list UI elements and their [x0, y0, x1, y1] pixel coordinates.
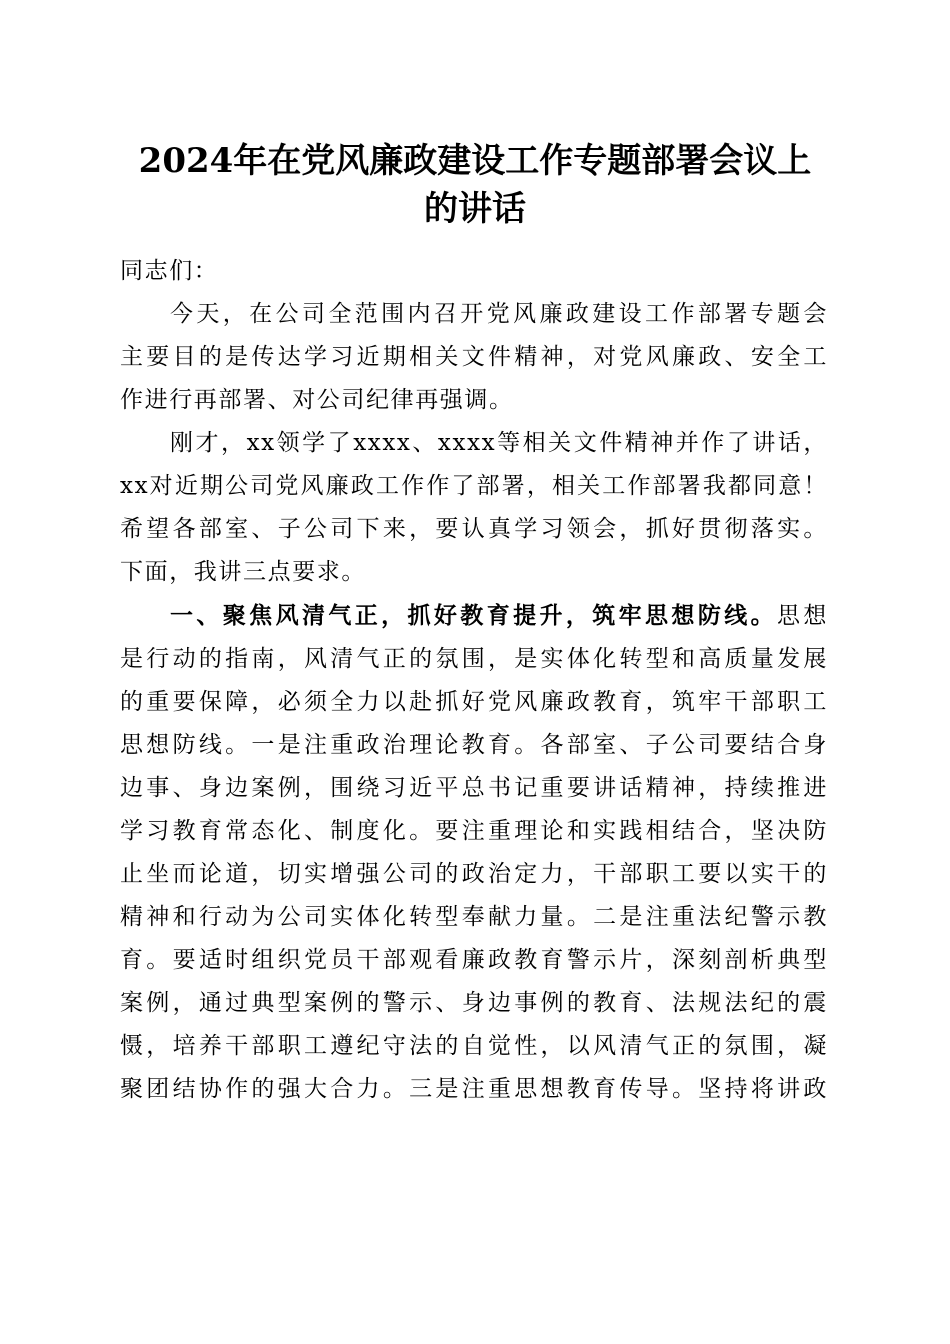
paragraph-line: 聚团结协作的强大合力。三是注重思想教育传导。坚持将讲政 — [120, 1076, 828, 1102]
document-title-line-1: 2024年在党风廉政建设工作专题部署会议上 — [138, 141, 812, 181]
document-body — [120, 250, 828, 1111]
paragraph-line: 学习教育常态化、制度化。要注重理论和实践相结合，坚决防 — [120, 818, 828, 844]
paragraph-line: 主要目的是传达学习近期相关文件精神，对党风廉政、安全工 — [120, 344, 828, 370]
paragraph-line: 下面，我讲三点要求。 — [120, 559, 366, 585]
section-heading-1: 一、聚焦风清气正，抓好教育提升，筑牢思想防线。 — [170, 602, 777, 629]
paragraph-line: 案例，通过典型案例的警示、身边事例的教育、法规法纪的震 — [120, 990, 828, 1016]
paragraph-line-with-heading — [120, 594, 828, 638]
paragraph-2 — [120, 422, 828, 594]
paragraph-line: 精神和行动为公司实体化转型奉献力量。二是注重法纪警示教 — [120, 904, 828, 930]
paragraph-1 — [120, 293, 828, 422]
salutation: 同志们： — [120, 258, 219, 284]
paragraph-line: 作进行再部署、对公司纪律再强调。 — [120, 387, 514, 413]
paragraph-line: 止坐而论道，切实增强公司的政治定力，干部职工要以实干的 — [120, 861, 828, 887]
paragraph-line: 刚才，xx领学了xxxx、xxxx等相关文件精神并作了讲话， — [170, 430, 828, 456]
paragraph-line: 是行动的指南，风清气正的氛围，是实体化转型和高质量发展 — [120, 646, 828, 672]
paragraph-line: 思想防线。一是注重政治理论教育。各部室、子公司要结合身 — [120, 732, 828, 758]
paragraph-line: 的重要保障，必须全力以赴抓好党风廉政教育，筑牢干部职工 — [120, 689, 828, 715]
document-title-line-2: 的讲话 — [424, 189, 526, 229]
paragraph-line: xx对近期公司党风廉政工作作了部署，相关工作部署我都同意！ — [120, 473, 828, 499]
paragraph-3 — [120, 594, 828, 1111]
paragraph-line: 今天，在公司全范围内召开党风廉政建设工作部署专题会 — [170, 301, 828, 327]
paragraph-line: 希望各部室、子公司下来，要认真学习领会，抓好贯彻落实。 — [120, 516, 828, 542]
paragraph-line: 慑，培养干部职工遵纪守法的自觉性，以风清气正的氛围，凝 — [120, 1033, 828, 1059]
paragraph-line: 边事、身边案例，围绕习近平总书记重要讲话精神，持续推进 — [120, 775, 828, 801]
paragraph-line: 育。要适时组织党员干部观看廉政教育警示片，深刻剖析典型 — [120, 947, 828, 973]
paragraph-text: 思想 — [777, 603, 828, 629]
